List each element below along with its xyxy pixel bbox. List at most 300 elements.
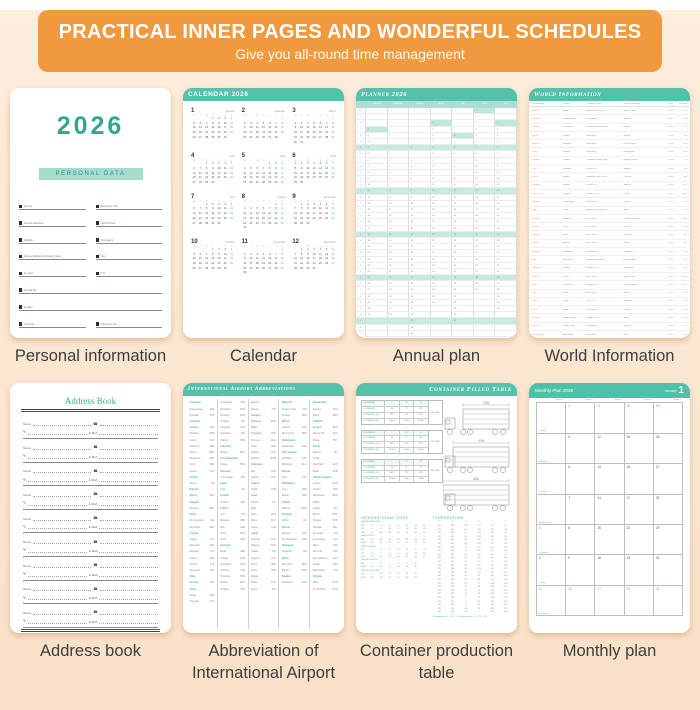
celsius-value: -110 [490, 589, 495, 592]
airport-code: BOM [270, 458, 276, 461]
planner-cell: 12 [388, 213, 410, 219]
day-number: 1 [212, 247, 214, 251]
airport-code: ORY [240, 538, 246, 541]
airport-code: DXB [332, 470, 338, 473]
phone-icon: ☎ [93, 539, 98, 544]
airport-code: AKL [302, 458, 307, 461]
celsius-value: -30 [490, 532, 494, 535]
weekday-label: M [243, 160, 246, 163]
airport-code: PVG [240, 427, 246, 430]
dotted-line [100, 567, 158, 568]
spec-cell: 8' [400, 407, 414, 412]
fahrenheit-value: 221 [477, 525, 481, 528]
world-cell: Egyptian Pound (EGP) [586, 209, 608, 212]
sizes-value: 9 [389, 549, 391, 552]
day-number: 15 [205, 171, 209, 175]
airport-code: AMS [301, 445, 307, 448]
planner-day-label: W [356, 164, 366, 170]
day-number: 16 [243, 131, 247, 135]
world-row [529, 290, 690, 298]
planner-day-label: W [356, 294, 366, 300]
address-entry-line [23, 521, 158, 530]
airport-code: LHR [332, 489, 338, 492]
world-cell: Dutch [623, 333, 629, 336]
field-icon [96, 221, 99, 225]
fahrenheit-value: 428 [450, 532, 455, 535]
card-calendar [183, 88, 344, 338]
world-header: World Information [529, 88, 690, 101]
world-cell: +1:00 [667, 200, 674, 203]
day-number: 14 [325, 126, 329, 130]
airport-code: CNS [209, 439, 215, 442]
planner-month-label: MAY [461, 103, 466, 105]
weekday-label: F [218, 245, 220, 248]
sizes-value: EUR [361, 556, 366, 559]
planner-corner [356, 101, 366, 108]
sizes-value: 18 [423, 528, 426, 531]
airport-column [249, 399, 280, 629]
day-number: 20 [198, 262, 202, 266]
planner-cell: 26 [495, 275, 517, 281]
world-cell: Peso (ARS) [586, 117, 598, 120]
dotted-line [28, 552, 87, 553]
planner-cell: 31 [452, 318, 474, 324]
spec-cell: 2.35m [400, 419, 414, 424]
airport-country-header: Switzerland [312, 401, 326, 405]
day-number: 11 [255, 257, 259, 261]
planner-cell: 25 [409, 294, 431, 300]
world-cell: +213 [682, 109, 687, 112]
day-number: 25 [312, 176, 316, 180]
month-number: 6 [292, 153, 296, 160]
fahrenheit-value: 14 [477, 607, 481, 610]
sizes-group-header: MEN'S SHOES [361, 545, 377, 548]
planner-cell: 9 [409, 195, 431, 201]
planner-cell: 8 [366, 170, 388, 176]
day-number: 29 [280, 266, 284, 270]
monthly-day-label: Friday [539, 582, 546, 585]
name-label: Name [23, 540, 32, 545]
airport-city: Hangzhou [220, 408, 231, 411]
airport-code: CEB [301, 489, 307, 492]
day-number: 16 [274, 171, 278, 175]
planner-cell: 29 [431, 294, 453, 300]
address-entry [23, 439, 158, 463]
sizes-value: 9 [397, 552, 399, 555]
name-label: Name [23, 610, 32, 615]
planner-cell: 9 [431, 170, 453, 176]
world-cell: +39 [683, 292, 687, 295]
month-number: 7 [191, 193, 195, 200]
planner-cell: 19 [366, 238, 388, 244]
airport-city: Kuala Lumpur [281, 408, 297, 411]
monthly-day-label: Monday [539, 460, 547, 463]
day-number: 25 [306, 135, 310, 139]
world-cell: +49 [683, 234, 687, 237]
planner-cell: 5 [431, 145, 453, 151]
day-number: 26 [192, 135, 196, 139]
airport-code: STR [240, 588, 246, 591]
planner-day-label: T [356, 257, 366, 263]
airport-row [220, 587, 245, 593]
airport-city: Stockholm [281, 582, 293, 585]
address-entry-line [23, 568, 158, 577]
airport-country-header: Colombia [220, 444, 232, 448]
world-cell: +2:00 [667, 242, 674, 245]
day-number: 24 [280, 176, 284, 180]
world-row [529, 157, 690, 165]
world-cell: +20 [683, 209, 687, 212]
airport-city: Mexico City [281, 433, 294, 436]
container-header: Container Filled Table [356, 383, 517, 396]
weekday-label: F [269, 160, 271, 163]
planner-day-label: M [356, 151, 366, 157]
airport-city: Bahrain [189, 495, 198, 498]
day-number: 9 [294, 126, 297, 130]
month-header [242, 153, 286, 159]
planner-cell: 22 [474, 238, 496, 244]
spec-cell: 8' [400, 466, 414, 471]
airport-city: Busan [251, 582, 258, 585]
day-number: 23 [306, 262, 310, 266]
celsius-value: 80 [464, 543, 467, 545]
planner-cell: 7 [366, 164, 388, 170]
day-number: 25 [318, 262, 322, 266]
airport-city: Montreal [189, 551, 199, 554]
day-number: 7 [262, 166, 265, 170]
world-rows [529, 107, 690, 338]
planner-cell: 6 [474, 139, 496, 145]
day-number: 30 [300, 181, 304, 185]
celsius-value: -125 [490, 600, 495, 603]
weekday-label: S [332, 200, 334, 203]
weekday-label: S [224, 200, 227, 203]
sizes-value: 6 [371, 528, 373, 531]
monthly-cell: 28 [654, 495, 683, 525]
planner-cell: 9 [388, 195, 410, 201]
address-entry-line [23, 488, 158, 497]
sizes-value: 44 [397, 576, 400, 579]
monthly-cell: 4 [566, 403, 595, 433]
name-label: Name [23, 516, 32, 521]
planner-cell [452, 331, 474, 337]
weekday-label: T [262, 245, 265, 248]
celsius-value: -35 [490, 535, 494, 538]
planner-day-label: S [356, 318, 366, 324]
fahrenheit-value: -58 [503, 546, 507, 549]
day-number: 13 [192, 171, 196, 175]
airport-country-header: Russia [281, 525, 290, 529]
airport-city: Perth [189, 464, 195, 467]
world-cell: German [623, 134, 631, 137]
airport-code: BUD [271, 421, 276, 424]
banner-title: PRACTICAL INNER PAGES AND WONDERFUL SCHEDULES [58, 20, 642, 43]
day-number: 19 [312, 131, 316, 135]
monthly-week-headers [529, 398, 690, 401]
world-cell: Kuala Lumpur [563, 317, 576, 320]
airport-code: WAW [300, 507, 307, 510]
address-entry [23, 604, 158, 628]
planner-cell: 3 [366, 139, 388, 145]
day-number: 8 [300, 252, 303, 256]
day-number: 25 [230, 262, 234, 266]
sizes-value: 48 [388, 542, 391, 545]
planner-cell: 29 [474, 281, 496, 287]
planner-cell: 21 [452, 257, 474, 263]
monthly-title: Monthly Plan 2026 [535, 388, 574, 394]
dotted-line [33, 496, 91, 497]
planner-cell: 2 [388, 151, 410, 157]
planner-cell: 12 [452, 201, 474, 207]
planner-cell [474, 331, 496, 337]
day-number: 1 [205, 202, 208, 206]
world-cell: Budapest [563, 250, 572, 253]
day-number: 1 [212, 117, 214, 120]
airport-code: FCO [271, 520, 276, 523]
week-header: Week 3 [614, 399, 623, 402]
spec-header-cell: W [400, 431, 414, 436]
planner-cell: 1 [366, 127, 388, 133]
divider [21, 411, 160, 412]
airport-city: Bali [251, 470, 255, 473]
world-row [529, 331, 690, 338]
airport-code: WLG [301, 464, 307, 467]
weekday-label: S [281, 200, 283, 203]
day-number: 23 [280, 216, 284, 220]
day-number: 22 [268, 176, 272, 180]
day-number: 7 [268, 207, 271, 211]
monthly-header [529, 383, 690, 398]
sizes-value: EUR [361, 576, 366, 579]
airport-code: TLV [271, 501, 276, 504]
sizes-value: US [361, 563, 364, 566]
world-cell: Yen (JPY) [586, 300, 596, 303]
month-header [242, 239, 286, 245]
celsius-value: 60 [464, 557, 467, 560]
day-number: 6 [319, 121, 322, 125]
day-number: 28 [268, 221, 272, 225]
airport-city: Kolkata [251, 452, 259, 455]
dotted-line [28, 528, 87, 529]
spec-cell: CONTAINER (IN) [362, 413, 385, 418]
field-label: Name [24, 204, 33, 208]
day-number: 8 [281, 121, 283, 125]
dotted-line [33, 425, 91, 426]
airport-country-header: Singapore [281, 544, 294, 548]
spec-cell: 5.89m [385, 419, 399, 424]
airport-code: MRS [239, 520, 246, 523]
world-row [529, 132, 690, 140]
planner-cell: 23 [452, 269, 474, 275]
planner-cell: 14 [452, 213, 474, 219]
fahrenheit-value: 275 [450, 593, 455, 596]
planner-cell: 17 [452, 232, 474, 238]
world-cell: Peso (CLP) [586, 167, 597, 170]
world-cell: +1:00 [667, 142, 674, 145]
sizes-value: 36 [379, 531, 383, 534]
sizes-value: UK [361, 528, 364, 531]
planner-day-label: M [356, 195, 366, 201]
planner-cell: 10 [366, 182, 388, 188]
day-number: 14 [274, 126, 278, 130]
planner-cell: 21 [474, 232, 496, 238]
field-label: Passport No. [100, 321, 118, 326]
airport-city: Tel Aviv [251, 501, 259, 504]
airport-city: Cairns [189, 439, 197, 442]
weekday-label: T [199, 115, 202, 117]
sizes-value: EUR [361, 566, 366, 569]
celsius-value: 110 [437, 611, 441, 614]
weekday-label: T [212, 115, 214, 117]
airport-code: BCN [301, 563, 307, 566]
airport-code: GVA [332, 408, 338, 411]
planner-cell: 28 [495, 287, 517, 293]
personal-field-row [19, 200, 162, 210]
airport-code: BLR [271, 433, 276, 436]
planner-cell: 30 [409, 325, 431, 331]
planner-day-label: T [356, 300, 366, 306]
weekday-label: F [319, 160, 322, 163]
month-name: December [324, 240, 336, 244]
day-number: 28 [325, 135, 329, 139]
world-cell: Egypt [532, 209, 538, 212]
day-number: 27 [198, 135, 202, 139]
sizes-row [361, 577, 429, 580]
planner-cell: 1 [474, 108, 496, 114]
world-column-header: Currency (Code) [586, 103, 602, 105]
spec-header-cell: W [400, 401, 414, 406]
day-number: 21 [274, 262, 278, 266]
field-icon [96, 205, 99, 209]
personal-data-heading: PERSONAL DATA [39, 168, 143, 180]
airport-code: DPS [271, 470, 276, 473]
day-number: 25 [243, 181, 247, 185]
fahrenheit-value: 104 [477, 571, 481, 574]
airport-city: Frankfurt [220, 569, 230, 572]
day-number: 19 [261, 262, 265, 266]
day-number: 10 [312, 207, 316, 211]
day-number: 5 [193, 252, 195, 256]
monthly-day-label: Sunday [539, 430, 547, 433]
world-cell: New Delhi [563, 258, 573, 261]
day-number: 22 [211, 262, 215, 266]
airport-city: Edmonton [189, 545, 200, 548]
planner-cell: 17 [474, 207, 496, 213]
sizes-value: 42 [388, 576, 391, 579]
day-number: 2 [212, 162, 214, 166]
world-cell: -3:00 [668, 151, 674, 154]
world-cell: Renminbi Yuan (CNY) [586, 176, 607, 179]
airport-country-header: United Kingdom [312, 475, 332, 479]
world-cell: Japan [532, 300, 538, 303]
day-number: 4 [244, 166, 246, 170]
weekday-label: F [218, 115, 220, 117]
airport-code: GRU [209, 526, 215, 529]
field-label: Business Tel [100, 204, 118, 208]
day-number: 10 [217, 166, 221, 170]
day-number: 15 [300, 257, 304, 261]
world-row [529, 323, 690, 331]
month-name: March [328, 110, 336, 113]
day-number: 3 [244, 207, 246, 211]
world-cell: Rupiah (IDR) [586, 267, 599, 270]
spec-cell: 8'6" [419, 437, 423, 440]
dotted-line [99, 458, 158, 459]
planner-day-label: T [356, 158, 366, 164]
world-cell: Brazil [532, 151, 538, 154]
dotted-line [28, 458, 87, 459]
sizes-value: US [361, 549, 364, 552]
month-number: 4 [191, 153, 195, 160]
airport-code: PER [209, 464, 215, 467]
day-number: 25 [255, 266, 259, 270]
planner-cell: 3 [409, 158, 431, 164]
airport-code: SYD [209, 470, 215, 473]
spec-cell: CONTAINER (IN) [362, 471, 385, 476]
day-number: 29 [268, 181, 272, 185]
planner-day-label: T [356, 331, 366, 337]
airport-city: Shanghai [220, 427, 231, 430]
world-cell: +1:00 [667, 234, 674, 237]
pen-icon: ✎ [23, 548, 27, 553]
airport-code: HNL [332, 526, 338, 529]
planner-cell: 5 [409, 170, 431, 176]
world-cell: Euro (EUR) [586, 292, 597, 295]
day-number: 15 [280, 257, 284, 261]
day-number: 17 [280, 171, 284, 175]
airport-city: Dublin [251, 489, 258, 492]
sizes-group-header: MEN'S SUITS [361, 535, 375, 538]
day-number: 3 [313, 247, 315, 251]
phone-icon: ☎ [93, 586, 98, 591]
address-entry-line [23, 583, 158, 592]
airport-country-header: Hungary [251, 413, 261, 417]
day-number: 8 [212, 121, 214, 125]
truck-dimension-label: 40ft [478, 439, 485, 444]
day-number: 14 [268, 212, 272, 216]
monthly-cell: 16 [595, 555, 624, 585]
sizes-value: 54 [414, 542, 417, 545]
airport-country-header: Malaysia [281, 401, 292, 405]
airport-row [251, 587, 276, 593]
planner-cell: 25 [366, 275, 388, 281]
personal-field [96, 217, 163, 227]
monthly-cell [537, 403, 566, 433]
airport-code: DEL [271, 445, 276, 448]
world-cell: +1:00 [667, 192, 674, 195]
planner-cell: 7 [388, 182, 410, 188]
world-cell: Indonesia [532, 267, 542, 270]
address-entry-line [23, 426, 158, 435]
world-cell: Shekel (ILS) [586, 283, 598, 286]
field-label: Company [100, 237, 114, 242]
day-number: 27 [255, 181, 259, 185]
airport-city: San Francisco [312, 557, 328, 560]
month-header [242, 108, 286, 114]
monthly-cell: 24 [625, 586, 654, 616]
world-cell: Dublin [563, 275, 569, 278]
day-number: 22 [331, 131, 335, 135]
sizes-value: EUR [361, 542, 366, 545]
day-number: 9 [212, 166, 214, 170]
spec-table-main [362, 401, 428, 423]
world-cell: +81 [683, 300, 687, 303]
address-entry-line [23, 615, 158, 624]
world-cell: Mexico [532, 325, 539, 328]
day-number: 21 [293, 262, 297, 266]
planner-cell: 19 [388, 257, 410, 263]
world-cell: +57 [683, 184, 687, 187]
